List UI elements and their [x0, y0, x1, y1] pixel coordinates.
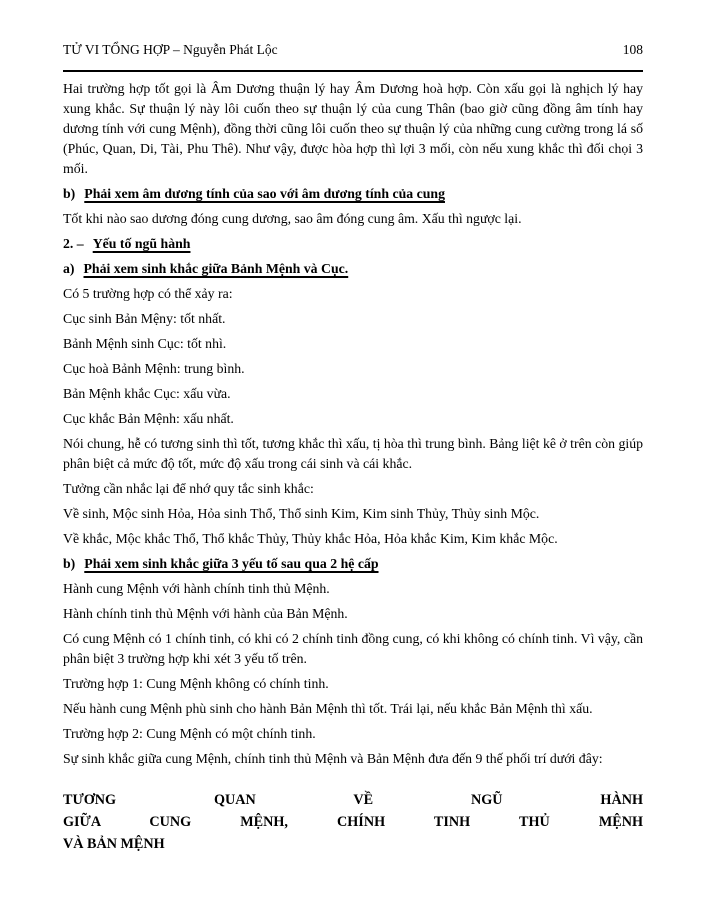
list-item-case1: Cục sinh Bản Mệny: tốt nhất. — [63, 311, 226, 326]
paragraph-truonghop1: Trường hợp 1: Cung Mệnh không có chính tinh. — [63, 676, 329, 691]
paragraph-cocung: Có cung Mệnh có 1 chính tinh, có khi có 2 chính tinh đồng cung, có khi không có chính tinh. Vì vậy, cần phân biệt 3 trường hợp khi xét 3 yếu tố trên. — [63, 631, 643, 666]
book-title: TỬ VI TỔNG HỢP – Nguyễn Phát Lộc — [63, 42, 278, 57]
paragraph-hanh2: Hành chính tinh thủ Mệnh với hành của Bản Mệnh. — [63, 606, 348, 621]
paragraph-intro: Hai trường hợp tốt gọi là Âm Dương thuận lý hay Âm Dương hoà hợp. Còn xấu gọi là nghịch lý hay xung khắc. Sự thuận lý này lôi cuốn theo sự thuận lý của cung Thân (bao giờ cũng đồng âm tính hay dương tính với cung Mệnh), đồng thời cũng lôi cuốn theo sự thuận lý của những cung cường trong lá số (Phúc, Quan, Di, Tài, Phu Thê). Như vậy, được hòa hợp thì lợi 3 mối, còn nếu xung khắc thì đối chọi 3 mối. — [63, 81, 643, 176]
paragraph-susinh: Sự sinh khắc giữa cung Mệnh, chính tinh thủ Mệnh và Bản Mệnh đưa đến 9 thế phối trí dưới đây: — [63, 751, 603, 766]
heading-text: Phải xem sinh khắc giữa Bảnh Mệnh và Cục. — [83, 261, 349, 276]
list-item-case3: Cục hoà Bảnh Mệnh: trung bình. — [63, 361, 245, 376]
paragraph-tuong: Tưởng cần nhắc lại để nhớ quy tắc sinh khắc: — [63, 481, 314, 496]
paragraph-truonghop2: Trường hợp 2: Cung Mệnh có một chính tinh. — [63, 726, 316, 741]
list-item-case2: Bảnh Mệnh sinh Cục: tốt nhì. — [63, 336, 227, 351]
paragraph-vekhac: Về khắc, Mộc khắc Thổ, Thổ khắc Thủy, Thủy khắc Hỏa, Hỏa khắc Kim, Kim khắc Mộc. — [63, 531, 558, 546]
heading-prefix: b) — [63, 556, 76, 571]
list-item-case4: Bản Mệnh khắc Cục: xấu vừa. — [63, 386, 231, 401]
section-heading-b2 — [63, 554, 643, 574]
heading-text: Phải xem sinh khắc giữa 3 yếu tố sau qua 2 hệ cấp — [84, 556, 379, 571]
heading-prefix: 2. – — [63, 236, 84, 251]
footer-section-title — [63, 789, 643, 855]
paragraph-hanh1: Hành cung Mệnh với hành chính tinh thủ Mệnh. — [63, 581, 330, 596]
document-body — [63, 79, 643, 769]
heading-text: Yếu tố ngũ hành — [92, 236, 191, 251]
section-heading-b1 — [63, 184, 643, 204]
paragraph-tot: Tốt khi nào sao dương đóng cung dương, sao âm đóng cung âm. Xấu thì ngược lại. — [63, 211, 522, 226]
page-header — [63, 42, 643, 58]
paragraph-5cases: Có 5 trường hợp có thể xảy ra: — [63, 286, 233, 301]
section-heading-2 — [63, 234, 643, 254]
heading-prefix: b) — [63, 186, 76, 201]
page-number: 108 — [622, 42, 643, 57]
footer-title-line3: VÀ BẢN MỆNH — [63, 836, 165, 852]
header-rule — [63, 70, 643, 72]
heading-text: Phải xem âm dương tính của sao với âm dương tính của cung — [84, 186, 445, 201]
paragraph-neu: Nếu hành cung Mệnh phù sinh cho hành Bản Mệnh thì tốt. Trái lại, nếu khắc Bản Mệnh thì xấu. — [63, 701, 593, 716]
footer-title-line2: GIỮA CUNG MỆNH, CHÍNH TINH THỦ MỆNH — [63, 814, 643, 830]
paragraph-vesinh: Về sinh, Mộc sinh Hỏa, Hỏa sinh Thổ, Thổ sinh Kim, Kim sinh Thủy, Thủy sinh Mộc. — [63, 506, 540, 521]
list-item-case5: Cục khắc Bản Mệnh: xấu nhất. — [63, 411, 234, 426]
footer-title-line1: TƯƠNG QUAN VỀ NGŨ HÀNH — [63, 792, 643, 808]
paragraph-noichung: Nói chung, hễ có tương sinh thì tốt, tương khắc thì xấu, tị hòa thì trung bình. Bảng liệt kê ở trên còn giúp phân biệt cả mức độ tốt, mức độ xấu trong cái sinh và cái khắc. — [63, 436, 643, 471]
section-heading-a — [63, 259, 643, 279]
heading-prefix: a) — [63, 261, 75, 276]
